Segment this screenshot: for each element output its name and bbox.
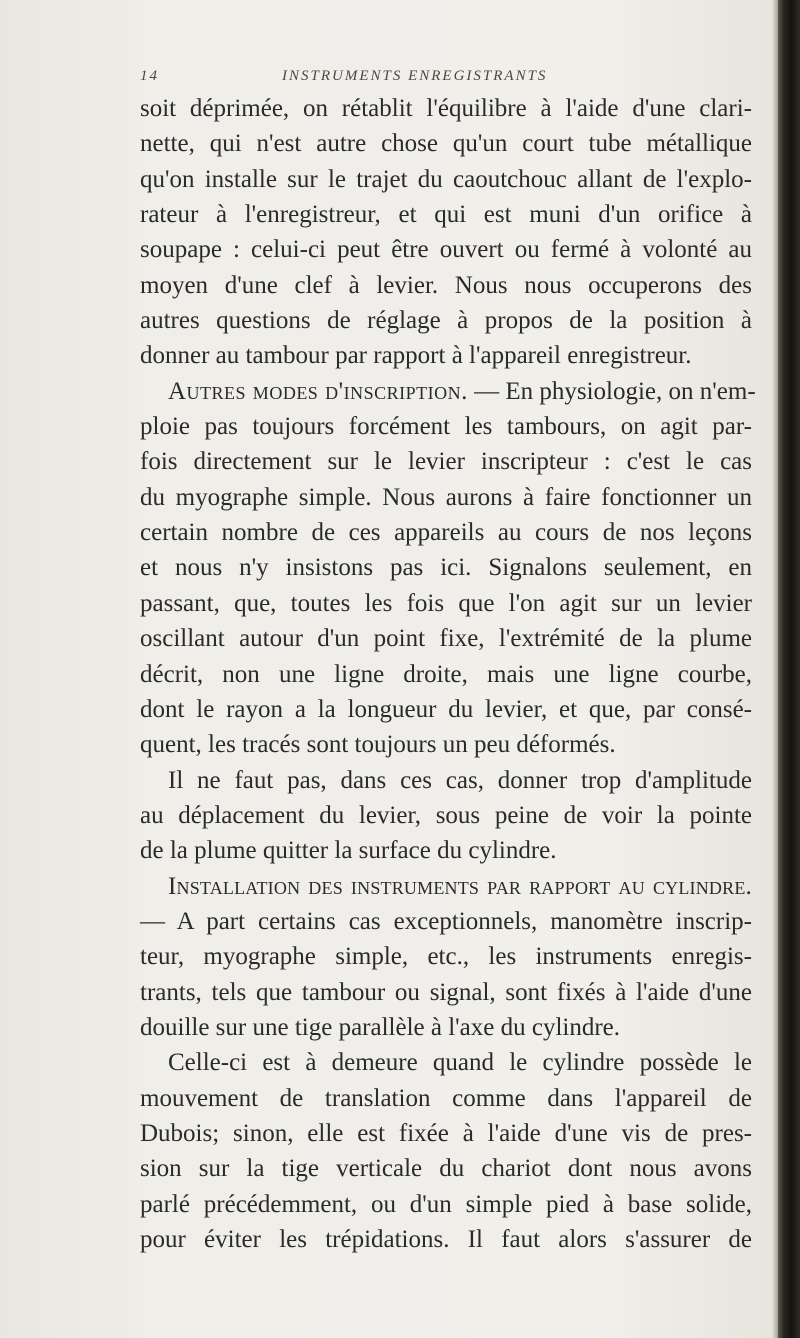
text-line: teur, myographe simple, etc., les instruments enregis-: [140, 943, 752, 971]
text-line: dont le rayon a la longueur du levier, et que, par consé-: [140, 695, 752, 723]
paragraph-5: [140, 1045, 752, 1257]
running-title: INSTRUMENTS ENREGISTRANTS: [282, 68, 548, 84]
paragraph-4: [140, 869, 752, 1046]
heading-line-rest: — En physiologie, on n'em-: [467, 377, 756, 405]
paragraph-3: [140, 763, 752, 869]
section-heading-installation: Installation des instruments par rapport au cylindre.: [168, 872, 752, 900]
text-line: Celle-ci est à demeure quand le cylindre possède le: [168, 1049, 752, 1077]
text-line: décrit, non une ligne droite, mais une ligne courbe,: [140, 660, 752, 688]
text-line: pour éviter les trépidations. Il faut alors s'assurer de: [140, 1226, 752, 1253]
paragraph-1: [140, 91, 752, 374]
section-heading-line: [140, 869, 752, 904]
text-line: moyen d'une clef à levier. Nous nous occuperons des: [140, 271, 752, 299]
text-line: certain nombre de ces appareils au cours de nos leçons: [140, 519, 752, 547]
text-line: et nous n'y insistons pas ici. Signalons seulement, en: [140, 554, 752, 582]
text-line: douille sur une tige parallèle à l'axe du cylindre.: [140, 1013, 621, 1041]
text-line: qu'on installe sur le trajet du caoutchouc allant de l'explo-: [140, 165, 752, 193]
text-line: de la plume quitter la surface du cylindre.: [140, 837, 557, 865]
section-heading-other-modes: Autres modes d'inscription.: [168, 377, 468, 405]
section-heading-line: [140, 374, 756, 409]
book-spine: [778, 0, 800, 1338]
text-line: fois directement sur le levier inscripteur : c'est le cas: [140, 448, 752, 476]
text-line: autres questions de réglage à propos de la position à: [140, 307, 752, 335]
paragraph-2: [140, 374, 756, 763]
text-line: Dubois; sinon, elle est fixée à l'aide d'une vis de pres-: [140, 1119, 752, 1147]
text-line: donner au tambour par rapport à l'appareil enregistreur.: [140, 342, 692, 370]
text-line: sion sur la tige verticale du chariot dont nous avons: [140, 1155, 752, 1183]
text-line: soupape : celui-ci peut être ouvert ou fermé à volonté au: [140, 236, 752, 264]
text-line: trants, tels que tambour ou signal, sont fixés à l'aide d'une: [140, 978, 752, 1006]
text-line: quent, les tracés sont toujours un peu déformés.: [140, 731, 616, 759]
text-line: rateur à l'enregistreur, et qui est muni d'un orifice à: [140, 201, 752, 229]
text-line: soit déprimée, on rétablit l'équilibre à l'aide d'une clari-: [140, 95, 752, 122]
text-line: ploie pas toujours forcément les tambours, on agit par-: [140, 413, 752, 441]
text-line: nette, qui n'est autre chose qu'un court tube métallique: [140, 130, 752, 158]
text-line: — A part certains cas exceptionnels, manomètre inscrip-: [140, 907, 752, 935]
text-line: oscillant autour d'un point fixe, l'extrémité de la plume: [140, 625, 752, 653]
text-line: au déplacement du levier, sous peine de voir la pointe: [140, 801, 752, 829]
page-number: 14: [140, 68, 159, 84]
text-line: passant, que, toutes les fois que l'on agit sur un levier: [140, 589, 752, 617]
body-text: [140, 91, 756, 1257]
text-line: parlé précédemment, ou d'un simple pied à base solide,: [140, 1190, 752, 1218]
text-line: mouvement de translation comme dans l'appareil de: [140, 1084, 752, 1112]
text-line: du myographe simple. Nous aurons à faire fonctionner un: [140, 483, 752, 511]
text-line: Il ne faut pas, dans ces cas, donner trop d'amplitude: [168, 766, 752, 794]
